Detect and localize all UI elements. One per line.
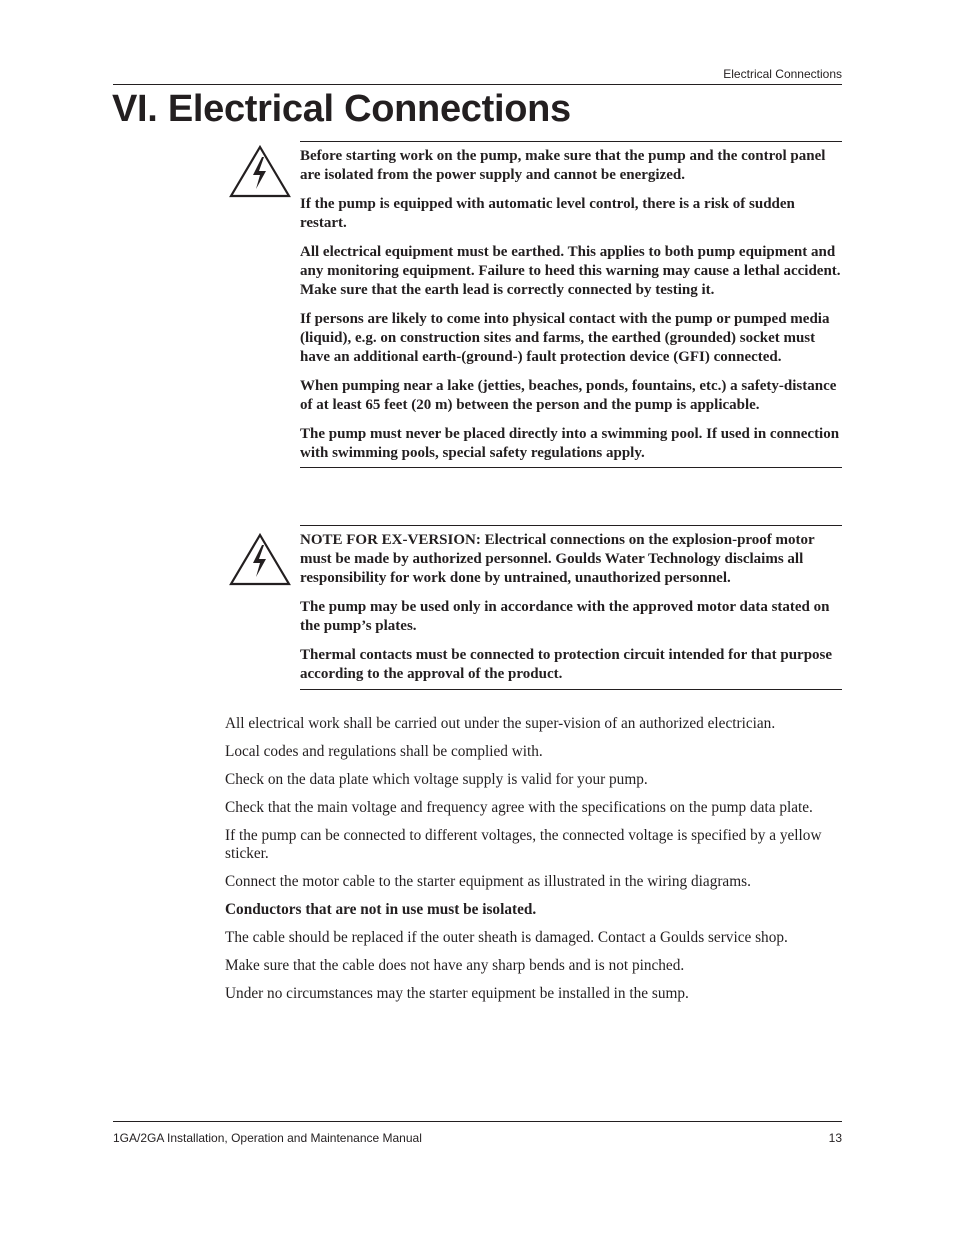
body-paragraph: Check that the main voltage and frequency agree with the specifications on the pump data plate. — [225, 799, 813, 816]
warning-1-paragraph: Before starting work on the pump, make sure that the pump and the control panel are isolated from the power supply and cannot be energized. — [300, 148, 826, 183]
body-paragraph: If the pump can be connected to different voltages, the connected voltage is specified by a yellow sticker. — [225, 827, 822, 863]
electrical-hazard-icon — [229, 144, 291, 198]
warning-block-2 — [300, 525, 842, 690]
body-paragraph: Local codes and regulations shall be complied with. — [225, 743, 543, 760]
warning-1-paragraph: If persons are likely to come into physical contact with the pump or pumped media (liquid), e.g. on construction sites and farms, the earthed (grounded) socket must have an additional earth-(ground-) fault protection device (GFI) connected. — [300, 311, 830, 365]
warning-2-paragraph: NOTE FOR EX-VERSION: Electrical connections on the explosion-proof motor must be made by authorized personnel. Goulds Water Technology disclaims all responsibility for work done by untrained, unauthorized personnel. — [300, 532, 815, 586]
body-text — [225, 715, 845, 1013]
body-paragraph: The cable should be replaced if the outer sheath is damaged. Contact a Goulds service shop. — [225, 929, 788, 947]
warning-1-paragraph: The pump must never be placed directly into a swimming pool. If used in connection with swimming pools, special safety regulations apply. — [300, 426, 840, 461]
header-rule — [113, 84, 842, 85]
body-paragraph: All electrical work shall be carried out under the super-vision of an authorized electrician. — [225, 715, 776, 732]
warning-block-1 — [300, 141, 842, 468]
warning-2-paragraph: The pump may be used only in accordance with the approved motor data stated on the pump’s plates. — [300, 599, 830, 634]
body-paragraph: Make sure that the cable does not have any sharp bends and is not pinched. — [225, 957, 685, 975]
electrical-hazard-icon — [229, 532, 291, 586]
body-paragraph: Check on the data plate which voltage supply is valid for your pump. — [225, 771, 648, 788]
warning-2-paragraph: Thermal contacts must be connected to protection circuit intended for that purpose according to the approval of the product. — [300, 647, 833, 682]
body-paragraph: Connect the motor cable to the starter equipment as illustrated in the wiring diagrams. — [225, 873, 751, 891]
warning-1-paragraph: When pumping near a lake (jetties, beaches, ponds, fountains, etc.) a safety-distance of at least 65 feet (20 m) between the person and the pump is applicable. — [300, 378, 837, 413]
warning-1-paragraph: All electrical equipment must be earthed. This applies to both pump equipment and any monitoring equipment. Failure to heed this warning may cause a lethal accident. Make sure that the earth lead is correctly connected by testing it. — [300, 244, 841, 298]
body-paragraph: Under no circumstances may the starter equipment be installed in the sump. — [225, 985, 689, 1003]
body-paragraph-emphasis: Conductors that are not in use must be isolated. — [225, 901, 537, 919]
page-title: VI. Electrical Connections — [112, 88, 571, 130]
footer-manual-title: 1GA/2GA Installation, Operation and Maintenance Manual — [113, 1131, 422, 1145]
warning-1-paragraph: If the pump is equipped with automatic level control, there is a risk of sudden restart. — [300, 196, 795, 231]
running-head: Electrical Connections — [723, 67, 842, 81]
page-number: 13 — [828, 1131, 842, 1145]
footer-rule — [113, 1121, 842, 1122]
